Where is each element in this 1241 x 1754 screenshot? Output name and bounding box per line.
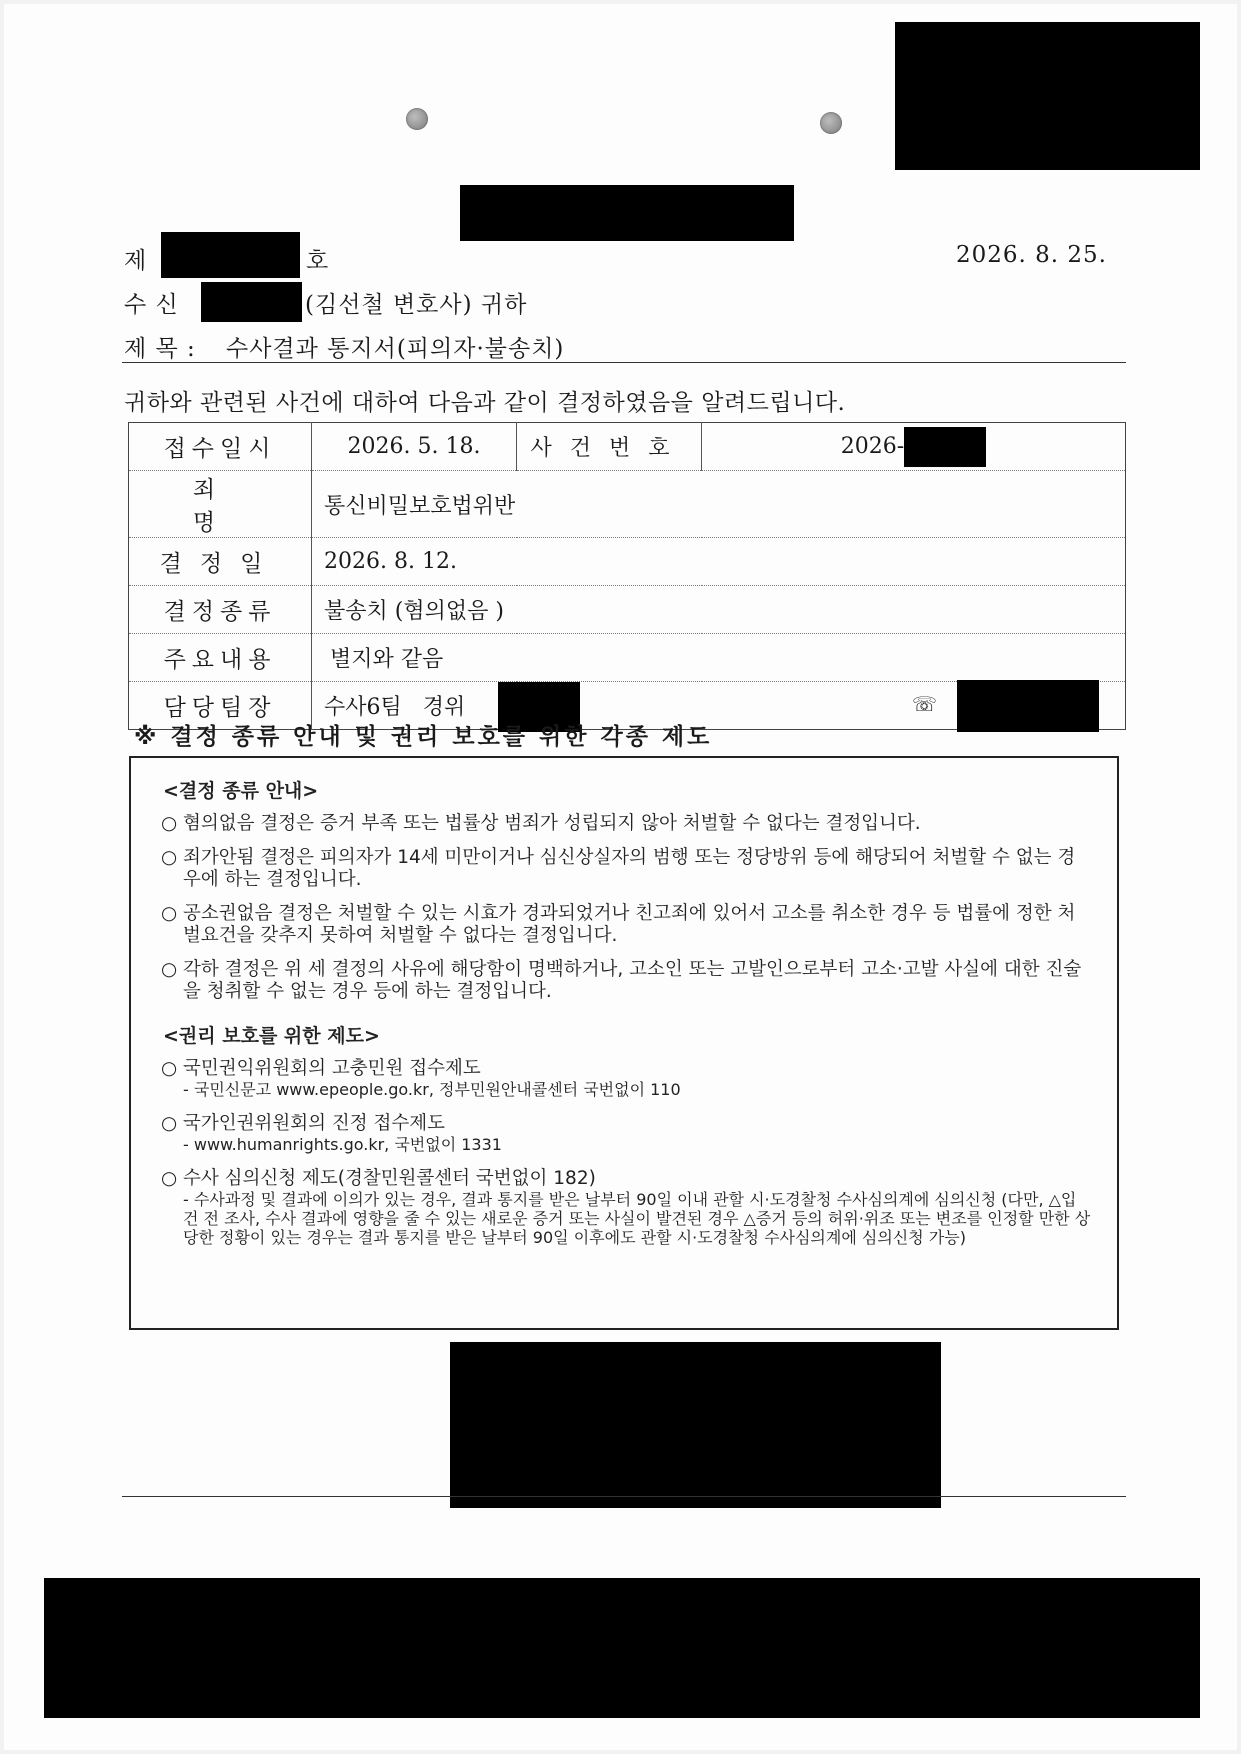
row-decision-type: [129, 586, 1126, 634]
officer-value: 수사6팀 경위 ☏: [312, 682, 1126, 730]
charge-label: 죄명: [129, 471, 312, 538]
rights-item: ○ 수사 심의신청 제도(경찰민원콜센터 국번없이 182) - 수사과정 및 결과에 이의가 있는 경우, 결과 통지를 받은 날부터 90일 이내 관할 시·도경찰청 수사심의계에 심의신청 (다만, △입건 전 조사, 수사 결과에 영향을 줄 수 있는 새로운 증거 또는 사실이 발견된 경우 △증거 등의 허위·위조 또는 변조를 인정할 만한 상당한 정황이 있는 경우는 결과 통지를 받은 날부터 90일 이후에도 관할 시·도경찰청 수사심의계에 심의신청 가능): [161, 1168, 1091, 1247]
redaction-title: [460, 185, 794, 241]
doc-date: 2026. 8. 25.: [956, 242, 1107, 268]
guide-item: ○ 죄가안됨 결정은 피의자가 14세 미만이거나 심신상실자의 범행 또는 정당방위 등에 해당되어 처벌할 수 없는 경우에 하는 결정입니다.: [161, 847, 1076, 890]
rights-title: <권리 보호를 위한 제도>: [163, 1025, 380, 1047]
redaction-footer: [44, 1578, 1200, 1718]
decision-type-value: 불송치 (혐의없음 ): [312, 586, 1126, 634]
content-label: 주요내용: [129, 634, 312, 682]
subject: 수사결과 통지서(피의자·불송치): [226, 336, 565, 362]
case-info-table: [128, 422, 1126, 730]
section-title: ※ 결정 종류 안내 및 권리 보호를 위한 각종 제도: [134, 724, 713, 750]
guidance-box: [129, 756, 1119, 1330]
punch-hole-right: [820, 112, 842, 134]
redaction-case-no: [904, 427, 986, 467]
doc-number-prefix: 제: [124, 248, 148, 274]
guide-item: ○ 각하 결정은 위 세 결정의 사유에 해당함이 명백하거나, 고소인 또는 고발인으로부터 고소·고발 사실에 대한 진술을 청취할 수 없는 경우 등에 하는 결정입니다.: [161, 959, 1082, 1002]
content-value: 별지와 같음: [312, 634, 1126, 682]
redaction-phone: [957, 680, 1099, 732]
rights-item: ○ 국가인권위원회의 진정 접수제도 - www.humanrights.go.kr, 국번없이 1331: [161, 1113, 502, 1154]
subject-label: 제 목 :: [124, 336, 196, 362]
document-page: [4, 4, 1237, 1750]
charge-value: 통신비밀보호법위반: [312, 471, 1126, 538]
decision-type-label: 결정종류: [129, 586, 312, 634]
case-no-value: 2026-: [702, 423, 1126, 471]
received-label: 접수일시: [129, 423, 312, 471]
redaction-top-right: [895, 22, 1200, 170]
doc-number: [124, 242, 147, 275]
received-value: 2026. 5. 18.: [312, 423, 517, 471]
intro-text: 귀하와 관련된 사건에 대하여 다음과 같이 결정하였음을 알려드립니다.: [124, 390, 846, 416]
case-no-label: 사건번호: [517, 423, 702, 471]
recipient: (김선철 변호사) 귀하: [305, 292, 528, 318]
guide-item: ○ 공소권없음 결정은 처벌할 수 있는 시효가 경과되었거나 친고죄에 있어서 고소를 취소한 경우 등 법률에 정한 처벌요건을 갖추지 못하여 처벌할 수 없다는 결정입니다.: [161, 903, 1076, 946]
row-decision-date: [129, 538, 1126, 586]
rights-item: ○ 국민권익위원회의 고충민원 접수제도 - 국민신문고 www.epeople.go.kr, 정부민원안내콜센터 국번없이 110: [161, 1058, 681, 1099]
punch-hole-left: [406, 108, 428, 130]
decision-date-value: 2026. 8. 12.: [312, 538, 1126, 586]
row-charge: [129, 471, 1126, 538]
header-rule: [122, 362, 1126, 363]
recipient-label: 수 신: [124, 292, 179, 318]
row-content: [129, 634, 1126, 682]
decision-date-label: 결정일: [129, 538, 312, 586]
footer-rule: [122, 1496, 1126, 1497]
redaction-doc-number: [161, 232, 300, 278]
decision-guide-title: <결정 종류 안내>: [163, 780, 319, 802]
doc-number-suffix: 호: [306, 248, 330, 274]
guide-item: ○ 혐의없음 결정은 증거 부족 또는 법률상 범죄가 성립되지 않아 처벌할 수 없다는 결정입니다.: [161, 813, 921, 834]
phone-icon: ☏: [912, 692, 938, 716]
redaction-stamp: [450, 1342, 941, 1508]
row-received: [129, 423, 1126, 471]
officer-label: 담당팀장: [129, 682, 312, 730]
redaction-recipient: [201, 282, 302, 322]
